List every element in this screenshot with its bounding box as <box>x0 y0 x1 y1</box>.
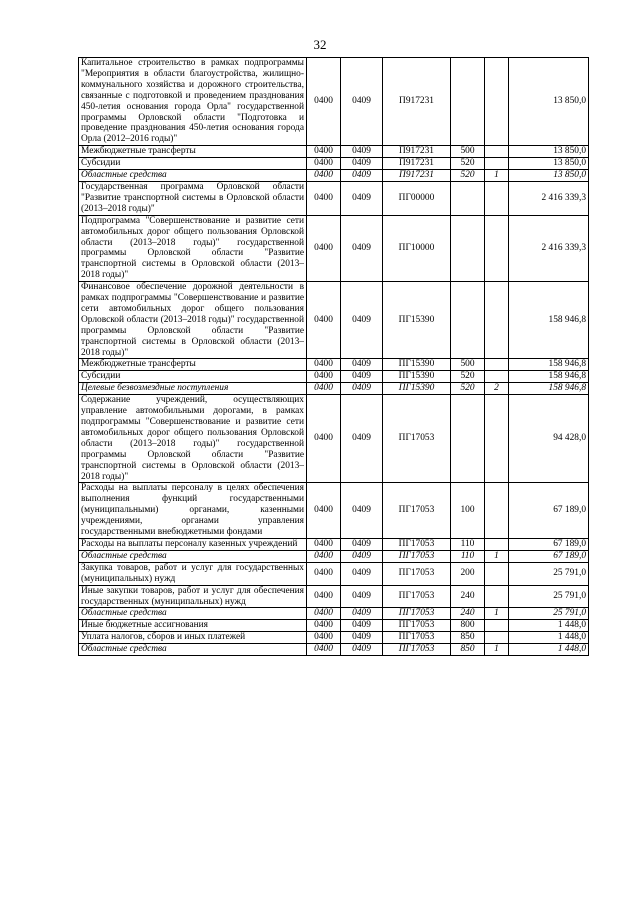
row-name-cell: Расходы на выплаты персоналу казенных учреждений <box>79 538 307 550</box>
section-code-cell: 0400 <box>307 585 341 608</box>
expense-type-cell <box>451 395 485 483</box>
subsection-code-cell: 0409 <box>341 215 383 281</box>
section-code-cell: 0400 <box>307 632 341 644</box>
funding-source-cell <box>485 538 509 550</box>
subsection-code-cell: 0409 <box>341 282 383 359</box>
amount-cell: 67 189,0 <box>509 483 589 539</box>
funding-source-cell <box>485 585 509 608</box>
expense-type-cell <box>451 215 485 281</box>
amount-cell: 2 416 339,3 <box>509 181 589 215</box>
amount-cell: 158 946,8 <box>509 371 589 383</box>
table-row <box>79 181 589 215</box>
row-name-cell: Межбюджетные трансферты <box>79 146 307 158</box>
subsection-code-cell: 0409 <box>341 550 383 562</box>
funding-source-cell <box>485 58 509 146</box>
section-code-cell: 0400 <box>307 359 341 371</box>
section-code-cell: 0400 <box>307 562 341 585</box>
subsection-code-cell: 0409 <box>341 620 383 632</box>
target-article-cell: ПГ17053 <box>383 644 451 656</box>
funding-source-cell <box>485 359 509 371</box>
expense-type-cell: 850 <box>451 632 485 644</box>
amount-cell: 2 416 339,3 <box>509 215 589 281</box>
target-article-cell: П917231 <box>383 146 451 158</box>
amount-cell: 13 850,0 <box>509 158 589 170</box>
expense-type-cell: 500 <box>451 146 485 158</box>
row-name-cell: Иные закупки товаров, работ и услуг для обеспечения государственных (муниципальных) нужд <box>79 585 307 608</box>
section-code-cell: 0400 <box>307 608 341 620</box>
amount-cell: 13 850,0 <box>509 170 589 182</box>
row-name-cell: Областные средства <box>79 170 307 182</box>
row-name-cell: Финансовое обеспечение дорожной деятельности в рамках подпрограммы "Совершенствование и развитие сети автомобильных дорог общего пользования Орловской области (2013–2018 годы)" государственной программы Орловской области "Развитие транспортной системы в Орловской области (2013–2018 годы)" <box>79 282 307 359</box>
amount-cell: 67 189,0 <box>509 550 589 562</box>
funding-source-cell <box>485 181 509 215</box>
expense-type-cell: 500 <box>451 359 485 371</box>
amount-cell: 1 448,0 <box>509 632 589 644</box>
row-name-cell: Содержание учреждений, осуществляющих управление автомобильными дорогами, в рамках подпрограммы "Совершенствование и развитие сети автомобильных дорог общего пользования Орловской области (2013–2018 годы)" государственной программы Орловской области "Развитие транспортной системы в Орловской области (2013–2018 годы)" <box>79 395 307 483</box>
row-name-cell: Целевые безвозмездные поступления <box>79 383 307 395</box>
expense-type-cell: 110 <box>451 538 485 550</box>
expense-type-cell: 520 <box>451 170 485 182</box>
section-code-cell: 0400 <box>307 158 341 170</box>
target-article-cell: ПГ17053 <box>383 395 451 483</box>
amount-cell: 25 791,0 <box>509 608 589 620</box>
row-name-cell: Уплата налогов, сборов и иных платежей <box>79 632 307 644</box>
table-row <box>79 282 589 359</box>
expense-type-cell: 100 <box>451 483 485 539</box>
expense-type-cell: 520 <box>451 158 485 170</box>
amount-cell: 158 946,8 <box>509 359 589 371</box>
row-name-cell: Областные средства <box>79 608 307 620</box>
amount-cell: 94 428,0 <box>509 395 589 483</box>
section-code-cell: 0400 <box>307 538 341 550</box>
amount-cell: 67 189,0 <box>509 538 589 550</box>
subsection-code-cell: 0409 <box>341 483 383 539</box>
row-name-cell: Расходы на выплаты персоналу в целях обеспечения выполнения функций государственными (муниципальными) органами, казенными учреждениями, органами управления государственными внебюджетными фондами <box>79 483 307 539</box>
subsection-code-cell: 0409 <box>341 585 383 608</box>
expense-type-cell: 200 <box>451 562 485 585</box>
row-name-cell: Закупка товаров, работ и услуг для государственных (муниципальных) нужд <box>79 562 307 585</box>
section-code-cell: 0400 <box>307 395 341 483</box>
funding-source-cell <box>485 146 509 158</box>
section-code-cell: 0400 <box>307 58 341 146</box>
subsection-code-cell: 0409 <box>341 181 383 215</box>
subsection-code-cell: 0409 <box>341 58 383 146</box>
funding-source-cell <box>485 562 509 585</box>
row-name-cell: Иные бюджетные ассигнования <box>79 620 307 632</box>
expense-type-cell: 800 <box>451 620 485 632</box>
expense-type-cell <box>451 282 485 359</box>
funding-source-cell: 1 <box>485 550 509 562</box>
target-article-cell: ПГ00000 <box>383 181 451 215</box>
subsection-code-cell: 0409 <box>341 158 383 170</box>
subsection-code-cell: 0409 <box>341 608 383 620</box>
funding-source-cell: 1 <box>485 170 509 182</box>
target-article-cell: П917231 <box>383 170 451 182</box>
row-name-cell: Субсидии <box>79 371 307 383</box>
amount-cell: 158 946,8 <box>509 383 589 395</box>
expense-type-cell: 520 <box>451 383 485 395</box>
target-article-cell: П917231 <box>383 158 451 170</box>
amount-cell: 25 791,0 <box>509 585 589 608</box>
funding-source-cell <box>485 620 509 632</box>
row-name-cell: Областные средства <box>79 550 307 562</box>
amount-cell: 13 850,0 <box>509 58 589 146</box>
table-row <box>79 359 589 371</box>
target-article-cell: ПГ17053 <box>383 632 451 644</box>
expense-type-cell <box>451 181 485 215</box>
section-code-cell: 0400 <box>307 181 341 215</box>
row-name-cell: Субсидии <box>79 158 307 170</box>
table-row <box>79 371 589 383</box>
table-row <box>79 608 589 620</box>
row-name-cell: Подпрограмма "Совершенствование и развитие сети автомобильных дорог общего пользования Орловской области (2013–2018 годы)" государственной программы Орловской области "Развитие транспортной системы в Орловской области (2013–2018 годы)" <box>79 215 307 281</box>
subsection-code-cell: 0409 <box>341 383 383 395</box>
funding-source-cell <box>485 215 509 281</box>
target-article-cell: ПГ15390 <box>383 282 451 359</box>
funding-source-cell <box>485 282 509 359</box>
section-code-cell: 0400 <box>307 550 341 562</box>
row-name-cell: Областные средства <box>79 644 307 656</box>
table-row <box>79 562 589 585</box>
table-row <box>79 158 589 170</box>
row-name-cell: Государственная программа Орловской области "Развитие транспортной системы в Орловской области (2013–2018 годы)" <box>79 181 307 215</box>
table-row <box>79 632 589 644</box>
section-code-cell: 0400 <box>307 383 341 395</box>
page-number: 32 <box>313 37 327 52</box>
subsection-code-cell: 0409 <box>341 644 383 656</box>
funding-source-cell: 1 <box>485 644 509 656</box>
amount-cell: 158 946,8 <box>509 282 589 359</box>
funding-source-cell <box>485 371 509 383</box>
table-body <box>79 58 589 656</box>
table-row <box>79 395 589 483</box>
subsection-code-cell: 0409 <box>341 538 383 550</box>
funding-source-cell <box>485 483 509 539</box>
funding-source-cell: 2 <box>485 383 509 395</box>
subsection-code-cell: 0409 <box>341 632 383 644</box>
amount-cell: 13 850,0 <box>509 146 589 158</box>
expense-type-cell: 240 <box>451 585 485 608</box>
expense-type-cell: 850 <box>451 644 485 656</box>
target-article-cell: ПГ17053 <box>383 585 451 608</box>
table-row <box>79 215 589 281</box>
target-article-cell: П917231 <box>383 58 451 146</box>
expense-type-cell: 110 <box>451 550 485 562</box>
table-row <box>79 538 589 550</box>
target-article-cell: ПГ17053 <box>383 620 451 632</box>
section-code-cell: 0400 <box>307 644 341 656</box>
target-article-cell: ПГ10000 <box>383 215 451 281</box>
table-row <box>79 644 589 656</box>
target-article-cell: ПГ15390 <box>383 359 451 371</box>
section-code-cell: 0400 <box>307 282 341 359</box>
expense-type-cell <box>451 58 485 146</box>
budget-table <box>78 57 589 656</box>
row-name-cell: Капитальное строительство в рамках подпрограммы "Мероприятия в области благоустройства, жилищно-коммунального хозяйства и дорожного строительства, связанные с подготовкой и проведением празднования 450-летия основания города Орла" государственной программы Орловской области "Подготовка и проведение празднования 450-летия основания города Орла (2012–2016 годы)" <box>79 58 307 146</box>
section-code-cell: 0400 <box>307 620 341 632</box>
amount-cell: 1 448,0 <box>509 620 589 632</box>
section-code-cell: 0400 <box>307 170 341 182</box>
section-code-cell: 0400 <box>307 483 341 539</box>
target-article-cell: ПГ17053 <box>383 550 451 562</box>
subsection-code-cell: 0409 <box>341 170 383 182</box>
table-row <box>79 383 589 395</box>
row-name-cell: Межбюджетные трансферты <box>79 359 307 371</box>
subsection-code-cell: 0409 <box>341 146 383 158</box>
table-row <box>79 483 589 539</box>
funding-source-cell: 1 <box>485 608 509 620</box>
amount-cell: 1 448,0 <box>509 644 589 656</box>
table-row <box>79 620 589 632</box>
section-code-cell: 0400 <box>307 146 341 158</box>
amount-cell: 25 791,0 <box>509 562 589 585</box>
table-row <box>79 58 589 146</box>
table-row <box>79 146 589 158</box>
section-code-cell: 0400 <box>307 215 341 281</box>
target-article-cell: ПГ17053 <box>383 483 451 539</box>
subsection-code-cell: 0409 <box>341 359 383 371</box>
target-article-cell: ПГ17053 <box>383 608 451 620</box>
target-article-cell: ПГ15390 <box>383 383 451 395</box>
expense-type-cell: 520 <box>451 371 485 383</box>
subsection-code-cell: 0409 <box>341 395 383 483</box>
funding-source-cell <box>485 395 509 483</box>
table-row <box>79 550 589 562</box>
funding-source-cell <box>485 158 509 170</box>
subsection-code-cell: 0409 <box>341 562 383 585</box>
table-row <box>79 170 589 182</box>
target-article-cell: ПГ17053 <box>383 562 451 585</box>
subsection-code-cell: 0409 <box>341 371 383 383</box>
table-row <box>79 585 589 608</box>
target-article-cell: ПГ15390 <box>383 371 451 383</box>
funding-source-cell <box>485 632 509 644</box>
expense-type-cell: 240 <box>451 608 485 620</box>
target-article-cell: ПГ17053 <box>383 538 451 550</box>
section-code-cell: 0400 <box>307 371 341 383</box>
